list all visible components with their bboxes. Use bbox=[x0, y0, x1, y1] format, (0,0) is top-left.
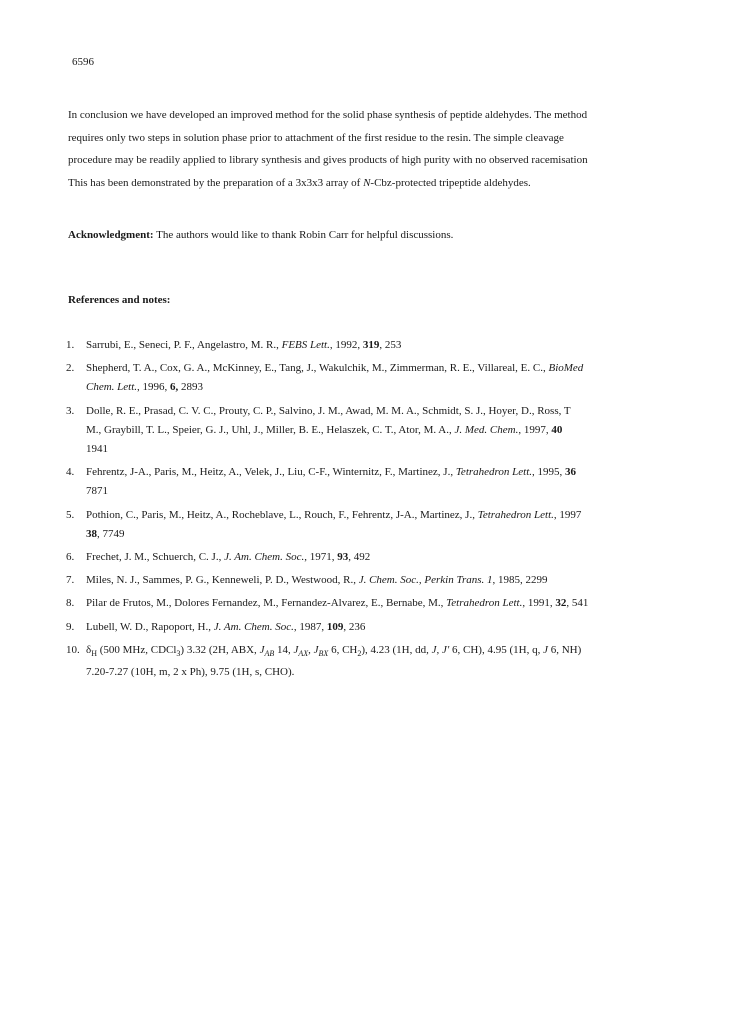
reference-number: 1. bbox=[66, 339, 75, 351]
reference-item bbox=[0, 336, 654, 355]
reference-item bbox=[0, 594, 654, 613]
reference-line: Shepherd, T. A., Cox, G. A., McKinney, E., Tang, J., Wakulchik, M., Zimmerman, R. E., Villareal, E. C., BioMed bbox=[86, 362, 584, 375]
reference-line: Fehrentz, J-A., Paris, M., Heitz, A., Velek, J., Liu, C-F., Winternitz, F., Martinez, J., Tetrahedron Lett., 1995, 36 bbox=[86, 466, 577, 479]
reference-line: Sarrubi, E., Seneci, P. F., Angelastro, M. R., FEBS Lett., 1992, 319, 253 bbox=[86, 339, 402, 351]
reference-item bbox=[0, 618, 654, 637]
reference-line: Frechet, J. M., Schuerch, C. J., J. Am. Chem. Soc., 1971, 93, 492 bbox=[86, 551, 371, 564]
conclusion-line: procedure may be readily applied to library synthesis and gives products of high purity with no observed racemisation bbox=[68, 154, 588, 166]
reference-number: 4. bbox=[66, 466, 75, 479]
reference-line: Pothion, C., Paris, M., Heitz, A., Rocheblave, L., Rouch, F., Fehrentz, J-A., Martinez, J., Tetrahedron Lett., 1997 bbox=[86, 508, 582, 521]
reference-number: 5. bbox=[66, 508, 75, 521]
acknowledgment bbox=[68, 229, 453, 241]
references-heading: References and notes: bbox=[68, 294, 171, 306]
reference-item bbox=[0, 506, 654, 544]
reference-line: 7.20-7.27 (10H, m, 2 x Ph), 9.75 (1H, s, CHO). bbox=[86, 666, 295, 679]
references-list bbox=[0, 336, 729, 686]
reference-item bbox=[0, 641, 654, 683]
reference-item bbox=[0, 571, 654, 590]
reference-number: 8. bbox=[66, 597, 75, 610]
reference-item bbox=[0, 402, 654, 460]
reference-number: 3. bbox=[66, 404, 75, 417]
reference-item bbox=[0, 463, 654, 501]
reference-number: 2. bbox=[66, 362, 75, 375]
reference-number: 6. bbox=[66, 551, 75, 564]
conclusion-line: This has been demonstrated by the preparation of a 3x3x3 array of N-Cbz-protected tripeptide aldehydes. bbox=[68, 176, 531, 189]
reference-line: 1941 bbox=[86, 443, 108, 456]
reference-number: 7. bbox=[66, 574, 75, 587]
reference-line: Pilar de Frutos, M., Dolores Fernandez, M., Fernandez-Alvarez, E., Bernabe, M., Tetrahedron Lett., 1991, 32, 541 bbox=[86, 597, 589, 610]
reference-line: $\delta_H$ (500 MHz, CDCl$_3$) 3.32 (2H, ABX, $J_{AB}$ 14, $J_{AX}$, $J_{BX}$ 6, $CH_2$), 4.23 (1H, dd, J, J' 6, CH), 4.95 (1H, q, J 6, NH) bbox=[86, 643, 582, 659]
reference-item bbox=[0, 548, 654, 567]
reference-line: 38, 7749 bbox=[86, 527, 125, 540]
reference-number: 9. bbox=[66, 620, 75, 633]
reference-number: 10. bbox=[66, 643, 80, 656]
page-number: 6596 bbox=[72, 56, 94, 68]
conclusion-line: requires only two steps in solution phase prior to attachment of the first residue to the resin. The simple cleavage bbox=[68, 131, 564, 144]
reference-line: Miles, N. J., Sammes, P. G., Kenneweli, P. D., Westwood, R., J. Chem. Soc., Perkin Trans. 1, 1985, 2299 bbox=[86, 574, 548, 587]
acknowledgment-label: Acknowledgment: bbox=[68, 229, 154, 241]
conclusion-line: In conclusion we have developed an improved method for the solid phase synthesis of peptide aldehydes. The method bbox=[68, 109, 588, 121]
reference-line: M., Graybill, T. L., Speier, G. J., Uhl, J., Miller, B. E., Helaszek, C. T., Ator, M. A., J. Med. Chem., 1997, 40 bbox=[86, 423, 563, 436]
reference-line: 7871 bbox=[86, 485, 108, 498]
reference-item bbox=[0, 359, 654, 397]
reference-line: Lubell, W. D., Rapoport, H., J. Am. Chem. Soc., 1987, 109, 236 bbox=[86, 620, 366, 633]
acknowledgment-text: The authors would like to thank Robin Carr for helpful discussions. bbox=[156, 229, 454, 241]
reference-line: Chem. Lett., 1996, 6, 2893 bbox=[86, 381, 204, 394]
reference-line: Dolle, R. E., Prasad, C. V. C., Prouty, C. P., Salvino, J. M., Awad, M. M. A., Schmidt, S. J., Hoyer, D., Ross, T bbox=[86, 404, 571, 417]
conclusion-paragraph bbox=[68, 104, 656, 194]
